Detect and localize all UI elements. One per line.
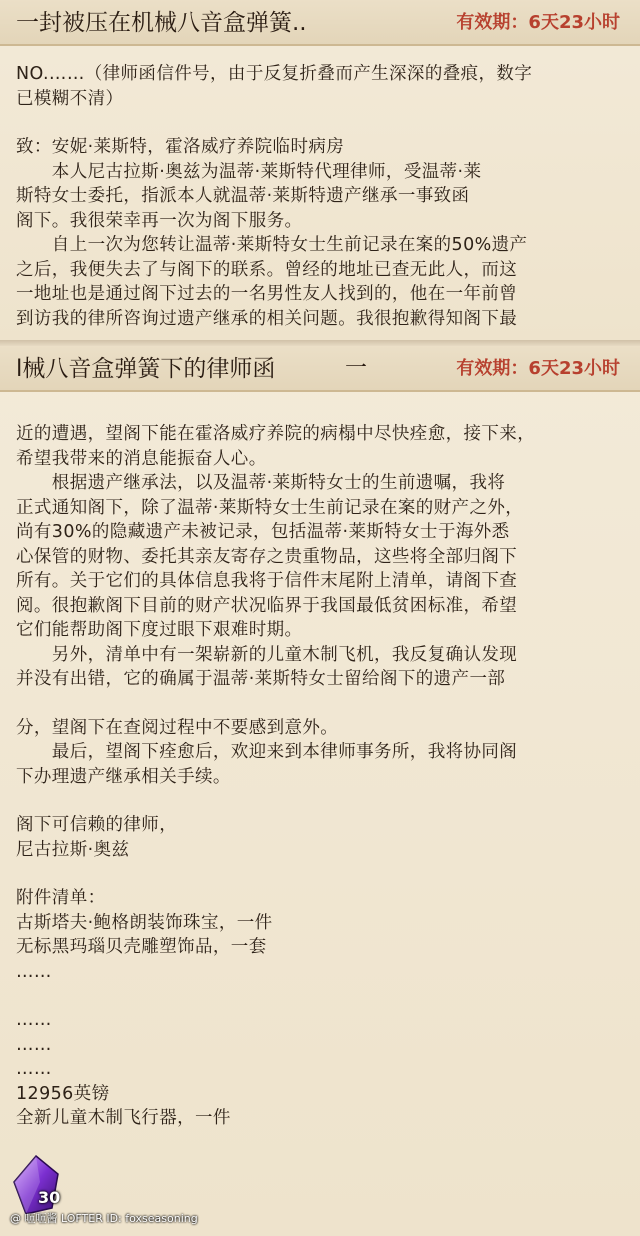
- letter-header: [0, 0, 640, 46]
- validity-label: 有效期：6天23小时: [456, 12, 620, 33]
- letter-line: NO.……（律师函信件号，由于反复折叠而产生深深的叠痕，数字: [16, 64, 533, 84]
- attachment-heading: 附件清单：: [16, 888, 106, 908]
- letter-line: 另外，清单中有一架崭新的儿童木制飞机，我反复确认发现: [16, 644, 518, 665]
- letter-body: [16, 422, 628, 1131]
- validity-label: 有效期：6天23小时: [456, 358, 620, 379]
- letter-panel-top: [0, 0, 640, 346]
- letter-line: 正式通知阁下，除了温蒂·莱斯特女士生前记录在案的财产之外，: [16, 497, 524, 518]
- letter-line: 下办理遗产继承相关手续。: [16, 766, 231, 787]
- attachment-item: ……: [16, 1010, 52, 1030]
- letter-body: [16, 62, 628, 331]
- letter-panel-bottom: [0, 346, 640, 1236]
- attachment-item: ……: [16, 1059, 52, 1079]
- letter-line: 阁下。我很荣幸再一次为阁下服务。: [16, 210, 303, 231]
- letter-line: 本人尼古拉斯·奥兹为温蒂·莱斯特代理律师，受温蒂·莱: [16, 161, 482, 182]
- letter-line: 尚有30%的隐藏遗产未被记录，包括温蒂·莱斯特女士于海外悉: [16, 522, 510, 542]
- letter-title: l械八音盒弹簧下的律师函: [16, 356, 276, 382]
- attachment-item: 全新儿童木制飞行器，一件: [16, 1108, 231, 1128]
- letter-line: 最后，望阁下痊愈后，欢迎来到本律师事务所，我将协同阁: [16, 742, 518, 762]
- letter-line: 之后，我便失去了与阁下的联系。曾经的地址已查无此人，而这: [16, 259, 518, 280]
- letter-line: 近的遭遇，望阁下能在霍洛威疗养院的病榻中尽快痊愈，接下来，: [16, 424, 536, 444]
- letter-line: 分，望阁下在查阅过程中不要感到意外。: [16, 717, 339, 738]
- letter-line: 阅。很抱歉阁下目前的财产状况临界于我国最低贫困标准，希望: [16, 595, 518, 616]
- letter-line: 根据遗产继承法，以及温蒂·莱斯特女士的生前遗嘱，我将: [16, 473, 506, 493]
- title-dash: 一: [345, 356, 368, 381]
- attachment-item: 古斯塔夫·鲍格朗装饰珠宝，一件: [16, 912, 273, 933]
- letter-line: 所有。关于它们的具体信息我将于信件末尾附上清单，请阁下查: [16, 571, 518, 591]
- letter-line: 致：安妮·莱斯特，霍洛威疗养院临时病房: [16, 137, 345, 157]
- letter-line: 心保管的财物、委托其亲友寄存之贵重物品，这些将全部归阁下: [16, 546, 518, 567]
- letter-line: 到访我的律所咨询过遗产继承的相关问题。我很抱歉得知阁下最: [16, 308, 518, 329]
- signature-name: 尼古拉斯·奥兹: [16, 839, 130, 860]
- letter-line: 已模糊不清）: [16, 88, 124, 109]
- signature-line: 阁下可信赖的律师，: [16, 815, 178, 835]
- letter-line: 它们能帮助阁下度过眼下艰难时期。: [16, 620, 303, 640]
- attachment-item: 无标黑玛瑙贝壳雕塑饰品，一套: [16, 937, 267, 957]
- letter-line: 自上一次为您转让温蒂·莱斯特女士生前记录在案的50%遗产: [16, 235, 528, 255]
- letter-line: 斯特女士委托，指派本人就温蒂·莱斯特遗产继承一事致函: [16, 186, 470, 206]
- letter-line: 一地址也是通过阁下过去的一名男性友人找到的，他在一年前曾: [16, 284, 518, 304]
- attachment-item: ……: [16, 1034, 52, 1055]
- purple-crystal-icon[interactable]: [6, 1152, 66, 1218]
- attachment-item: ……: [16, 961, 52, 982]
- letter-line: 希望我带来的消息能振奋人心。: [16, 448, 267, 469]
- letter-title: 一封被压在机械八音盒弹簧..: [16, 10, 307, 36]
- item-count-badge: 30: [38, 1188, 61, 1207]
- watermark: @ 咂咂酱 LOFTER ID: foxseasoning: [10, 1212, 198, 1225]
- letter-header: [0, 346, 640, 392]
- attachment-item: 12956英镑: [16, 1083, 110, 1104]
- letter-line: 并没有出错，它的确属于温蒂·莱斯特女士留给阁下的遗产一部: [16, 669, 506, 689]
